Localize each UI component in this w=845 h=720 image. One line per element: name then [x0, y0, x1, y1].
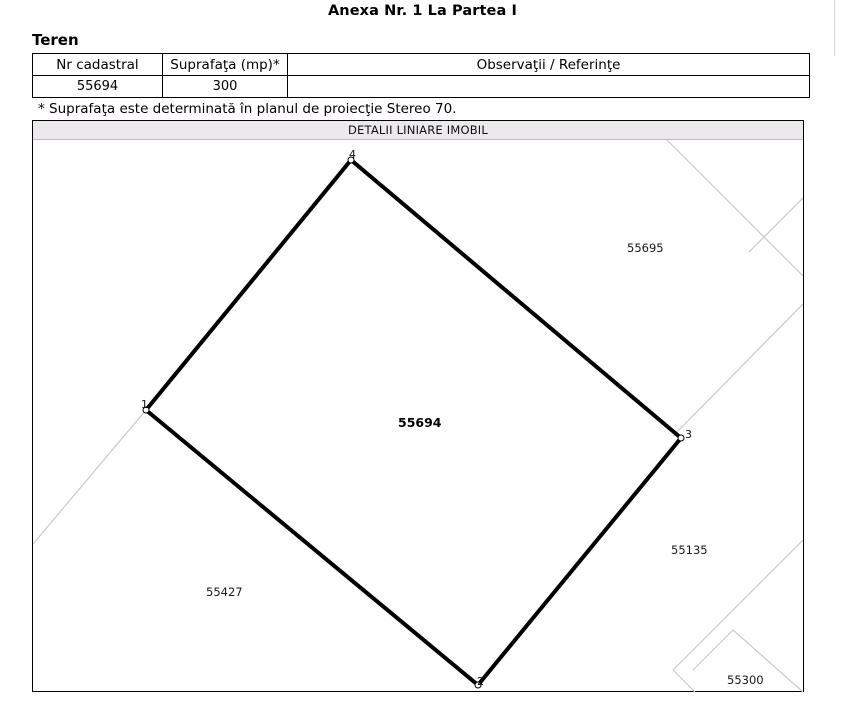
- neighbor-label-55300: 55300: [727, 673, 764, 687]
- header-suprafata: Suprafaţa (mp)*: [163, 54, 288, 76]
- header-nr-cadastral: Nr cadastral: [33, 54, 163, 76]
- teren-table: [32, 53, 810, 98]
- page-title: Anexa Nr. 1 La Partea I: [327, 3, 517, 19]
- parcel-label-55694: 55694: [398, 415, 442, 430]
- cell-observatii: [288, 76, 810, 98]
- vertex-label-1: 1: [141, 398, 148, 411]
- neighbor-label-55135: 55135: [671, 543, 708, 557]
- header-observatii: Observaţii / Referinţe: [288, 54, 810, 76]
- footnote-suprafata: * Suprafaţa este determinată în planul de proiecţie Stereo 70.: [38, 101, 457, 117]
- section-title-teren: Teren: [32, 31, 79, 49]
- vertex-label-4: 4: [349, 148, 356, 161]
- page-edge-rule: [834, 0, 835, 56]
- table-header-row: [33, 54, 810, 76]
- map-header-label: DETALII LINIARE IMOBIL: [33, 121, 803, 140]
- map-panel: [32, 120, 804, 692]
- vertex-label-3: 3: [685, 428, 692, 441]
- map-canvas: [33, 140, 803, 692]
- neighbor-label-55427: 55427: [206, 585, 243, 599]
- neighbor-label-55695: 55695: [627, 241, 664, 255]
- cell-nr-cadastral: 55694: [33, 76, 163, 98]
- cell-suprafata: 300: [163, 76, 288, 98]
- table-row: [33, 76, 810, 98]
- vertex-label-2: 2: [477, 675, 484, 688]
